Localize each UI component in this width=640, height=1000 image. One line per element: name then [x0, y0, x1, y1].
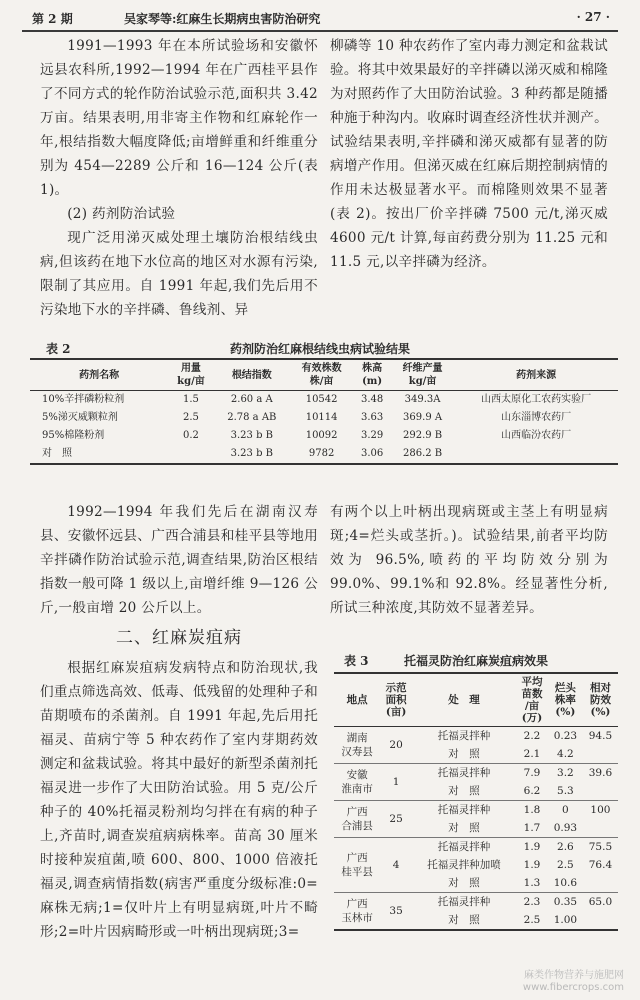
table-2-cell: 山西太原化工农药实验厂: [481, 394, 592, 405]
table-3-cell: 76.4: [588, 859, 613, 871]
table-3-cell: 对 照: [448, 914, 480, 926]
table-3-header-cell: 处 理: [448, 694, 480, 706]
table-2-row: [30, 445, 618, 464]
paragraph-chemical-intro: 现广泛用涕灭威处理土壤防治根结线虫病,但该药在地下水位高的地区对水源有污染,限制了其应用。自 1991 年起,我们先后用不污染地下水的辛拌磷、鲁线剂、异: [40, 230, 318, 318]
table-2-cell: 山西临汾农药厂: [501, 430, 572, 441]
table-2-cell: [168, 445, 213, 464]
table-2-cell: 2.78 a AB: [227, 412, 277, 423]
page-number: · 27 ·: [576, 10, 610, 24]
table-2-header-cell: 药剂来源: [516, 369, 557, 381]
table-3-row: [334, 727, 618, 746]
table-3-location-cell: 广西 桂平县: [341, 852, 373, 878]
table-2-cell: 3.29: [360, 430, 384, 441]
table-3-cell: 托福灵拌种加喷: [427, 859, 501, 871]
table-3-cell: 2.6: [557, 841, 574, 853]
table-3-cell: 4.2: [557, 748, 574, 760]
table-3-cell: [583, 745, 618, 764]
table-3-cell: 托福灵拌种: [437, 730, 491, 742]
table-2-header-cell: 有效株数 株/亩: [301, 363, 342, 387]
table-2-row: [30, 427, 618, 445]
table-3-cell: 对 照: [448, 877, 480, 889]
table-2-cell: 3.23 b B: [230, 448, 273, 459]
table-3-area-cell: 1: [392, 776, 400, 788]
table-3-cell: 托福灵拌种: [437, 767, 491, 779]
running-header: [22, 4, 618, 32]
table-3-cell: 10.6: [553, 877, 578, 889]
section-heading-anthracnose: 二、红麻炭疽病: [116, 628, 242, 648]
table-3-location-cell: 广西 合浦县: [341, 806, 373, 832]
paragraph-rotation-trial: 1991—1993 年在本所试验场和安徽怀远县农科所,1992—1994 年在广西桂平县作了不同方式的轮作防治试验示范,面积共 3.42 万亩。结果表明,用非寄主作物和红麻轮作一年,根结指数大幅度降低;亩增鲜重和纤维重分别为 454—2289 公斤和 16—124 公斤(表 1)。: [40, 38, 318, 198]
table-3-area-cell: 20: [389, 739, 403, 751]
table-3-cell: 94.5: [588, 730, 613, 742]
table-3-cell: 100: [590, 804, 611, 816]
watermark-line-cn: 麻类作物营养与施肥网: [524, 970, 624, 981]
table-3-cell: 0.23: [553, 730, 578, 742]
table-2-cell: 3.63: [360, 412, 384, 423]
paragraph-anthracnose-method: 根据红麻炭疽病发病特点和防治现状,我们重点筛选高效、低毒、低残留的处理种子和苗期喷布的杀菌剂。自 1991 年起,先后用托福灵、苗病宁等 5 种农药作了室内芽期药效测定和盆栽试验。将其中最好的新型杀菌剂托福灵进一步作了大田防治试验。用 5 克/公斤种子的 40%托福灵粉剂均匀拌在有病的种子上,齐苗时,调查炭疽病病株率。苗高 30 厘米时接种炭疽菌,喷 600、800、1000 倍液托福灵,调查病情指数(病害严重度分级标准:0=麻株无病;1=仅叶片上有明显病斑,叶片不畸形;2=叶片因病畸形或一叶柄出现病斑;3=: [40, 660, 318, 940]
table-3-area-cell: 35: [389, 905, 403, 917]
table-3-cell: 托福灵拌种: [437, 804, 491, 816]
table-2-cell: 9782: [308, 448, 335, 459]
table-3-location-cell: 安徽 淮南市: [341, 769, 373, 795]
table-2-grid: [30, 358, 618, 465]
table-2-title: 药剂防治红麻根结线虫病试验结果: [230, 342, 411, 356]
table-2-cell: 10092: [305, 430, 338, 441]
table-2-cell: 1.5: [182, 394, 199, 405]
site-watermark: [523, 970, 624, 994]
table-2-cell: 0.2: [182, 430, 199, 441]
table-2-cell: 349.3A: [404, 394, 441, 405]
table-2-row: [30, 409, 618, 427]
table-2-cell: 3.23 b B: [230, 430, 273, 441]
table-3-location-cell: 广西 玉林市: [341, 898, 373, 924]
table-3-row: [334, 893, 618, 912]
issue-number: 第 2 期: [32, 12, 73, 26]
table-3-cell: [583, 874, 618, 893]
table-3-caption: [334, 648, 618, 672]
table-2-cell: 369.9 A: [403, 412, 443, 423]
table-3-cell: 1.8: [523, 804, 541, 816]
column-top-left: [40, 34, 318, 322]
table-3-cell: 0.35: [553, 896, 578, 908]
table-3-cell: 对 照: [448, 748, 480, 760]
column-bottom-right: [330, 500, 608, 620]
table-3-cell: 1.7: [523, 822, 541, 834]
table-3-cell: 对 照: [448, 785, 480, 797]
table-3-cell: 2.1: [523, 748, 541, 760]
table-2-cell: 95%棉隆粉剂: [42, 430, 105, 441]
table-3-cell: 2.5: [557, 859, 574, 871]
table-2-row: [30, 391, 618, 410]
table-3-cell: 2.5: [523, 914, 541, 926]
table-3-number: 表 3: [344, 654, 369, 668]
table-2-header-cell: 株高 (m): [362, 363, 383, 387]
table-2-cell: [454, 445, 618, 464]
table-3-cell: 1.9: [523, 841, 541, 853]
table-3-area-cell: 4: [392, 859, 400, 871]
table-3-cell: 7.9: [523, 767, 541, 779]
table-3-cell: 1.00: [553, 914, 578, 926]
table-3-cell: 托福灵拌种: [437, 841, 491, 853]
table-2-cell: 3.06: [360, 448, 384, 459]
table-3-header-cell: 相对 防效 (%): [589, 682, 611, 718]
running-title: 吴家琴等:红麻生长期病虫害防治研究: [124, 12, 321, 26]
table-3-cell: 6.2: [523, 785, 541, 797]
table-2-number: 表 2: [46, 342, 71, 356]
table-3-cell: 1.9: [523, 859, 541, 871]
table-2-cell: 10%辛拌磷粉粒剂: [42, 394, 125, 405]
paragraph-chemical-results: 柳磷等 10 种农药作了室内毒力测定和盆栽试验。将其中效果最好的辛拌磷以涕灭威和棉隆为对照药作了大田防治试验。3 种药都是随播种施于种沟内。收麻时调查经济性状并测产。试验结果表明,辛拌磷和涕灭威都有显著的防病增产作用。但涕灭威在红麻后期控制病情的作用未达极显著水平。而棉隆则效果不显著(表 2)。按出厂价辛拌磷 7500 元/t,涕灭威 4600 元/t 计算,每亩药费分别为 11.25 元和 11.5 元,以辛拌磷为经济。: [330, 38, 608, 270]
column-bottom-left: [40, 500, 318, 944]
table-3-cell: 65.0: [588, 896, 613, 908]
table-3-cell: 2.3: [523, 896, 541, 908]
table-2-caption: [30, 336, 618, 358]
table-3-header-cell: 平均 苗数 /亩 (万): [521, 676, 543, 724]
table-3-header-cell: 烂头 株率 (%): [554, 682, 576, 718]
table-3-cell: 39.6: [588, 767, 613, 779]
table-3-row: [334, 801, 618, 820]
paragraph-demo-results: 1992—1994 年我们先后在湖南汉寿县、安徽怀远县、广西合浦县和桂平县等地用辛拌磷作防治试验示范,调查结果,防治区根结指数一般可降 1 级以上,亩增纤维 9—126 公斤,一般亩增 20 公斤以上。: [40, 504, 318, 616]
table-2-header-cell: 根结指数: [231, 369, 272, 381]
table-2-header-cell: 纤维产量 kg/亩: [402, 363, 443, 387]
table-3-cell: 1.3: [523, 877, 541, 889]
table-2-cell: 2.60 a A: [230, 394, 273, 405]
table-3-title: 托福灵防治红麻炭疽病效果: [404, 654, 549, 668]
table-2-cell: 286.2 B: [402, 448, 443, 459]
table-3-grid: [334, 672, 618, 931]
table-2-header-cell: 药剂名称: [79, 369, 120, 381]
table-2-cell: 5%涕灭威颗粒剂: [42, 412, 118, 423]
table-3-cell: 0: [562, 804, 569, 816]
table-2-cell: 山东淄博农药厂: [501, 412, 572, 423]
table-3-cell: [583, 819, 618, 838]
table-3-cell: 75.5: [588, 841, 613, 853]
table-3-header-row: [334, 673, 618, 727]
table-2-header-cell: 用量 kg/亩: [177, 363, 205, 387]
table-3-area-cell: 25: [389, 813, 403, 825]
table-2-cell: 292.9 B: [402, 430, 443, 441]
table-3-location-cell: 湖南 汉寿县: [341, 732, 373, 758]
table-3-cell: [583, 782, 618, 801]
table-3: [334, 648, 618, 931]
table-3-row: [334, 838, 618, 857]
table-2-cell: 10114: [305, 412, 338, 423]
table-3-cell: [583, 911, 618, 930]
table-2: [30, 336, 618, 465]
watermark-line-url: www.fibercrops.com: [522, 982, 624, 993]
table-2-cell: 10542: [305, 394, 338, 405]
table-2-cell: 对 照: [42, 448, 72, 459]
table-3-header-cell: 示范 面积 (亩): [385, 682, 407, 718]
table-2-header-row: [30, 359, 618, 391]
table-3-cell: 2.2: [523, 730, 541, 742]
table-3-cell: 3.2: [557, 767, 574, 779]
table-3-header-cell: 地点: [346, 694, 368, 706]
table-3-row: [334, 764, 618, 783]
table-2-cell: 2.5: [182, 412, 199, 423]
subheading-chemical-control: (2) 药剂防治试验: [67, 206, 176, 222]
table-3-cell: 托福灵拌种: [437, 896, 491, 908]
table-3-cell: 5.3: [557, 785, 574, 797]
table-3-cell: 对 照: [448, 822, 480, 834]
paragraph-anthracnose-results: 有两个以上叶柄出现病斑或主茎上有明显病斑;4=烂头或茎折。)。试验结果,前者平均防效为 96.5%,喷药的平均防效分别为 99.0%、99.1%和 92.8%。经显著性分析,所试三种浓度,其防效不显著差异。: [330, 504, 608, 616]
table-2-cell: 3.48: [360, 394, 384, 405]
table-3-cell: 0.93: [553, 822, 578, 834]
column-top-right: [330, 34, 608, 274]
